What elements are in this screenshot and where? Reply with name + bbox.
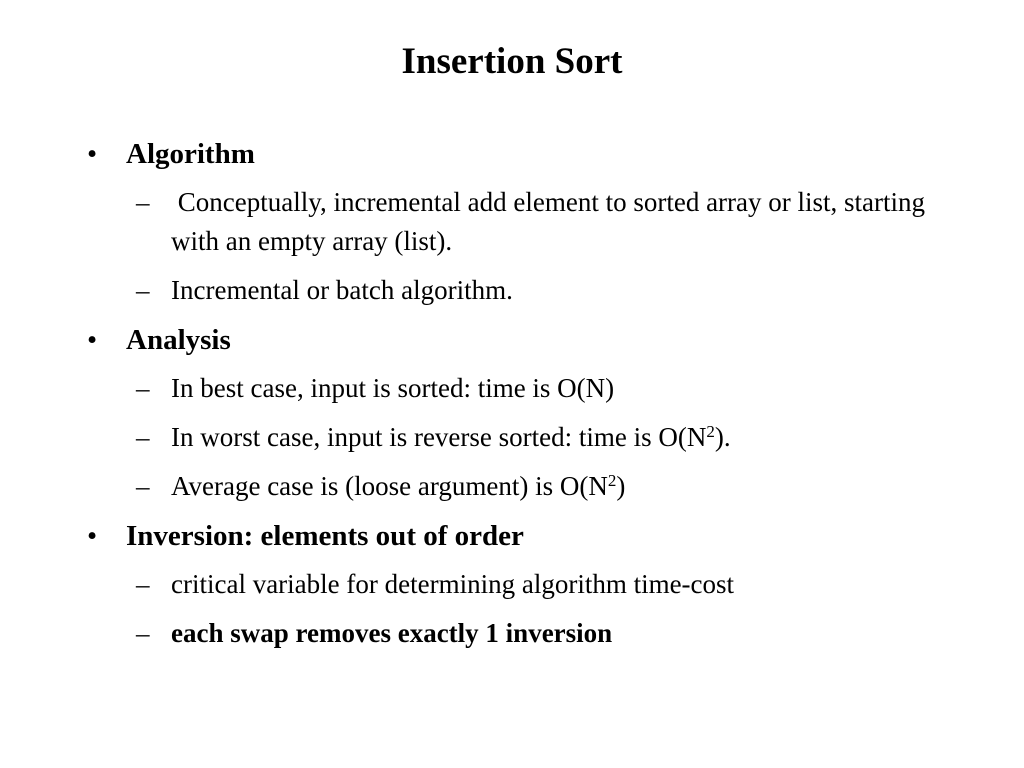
sub-bullet-text: critical variable for determining algorithm time-cost [171, 569, 735, 599]
bullet-icon: • [87, 520, 98, 552]
dash-icon: – [136, 187, 150, 217]
sub-bullet-text: each swap removes exactly 1 inversion [171, 618, 613, 648]
superscript-exponent: 2 [607, 471, 617, 490]
superscript-exponent: 2 [706, 422, 715, 441]
bullet-icon: • [87, 324, 98, 356]
dash-icon: – [136, 275, 150, 305]
sub-bullet-text-after: ). [714, 422, 731, 452]
sub-bullet-incremental [0, 271, 1024, 310]
sub-bullet-text: In best case, input is sorted: time is O(N) [171, 373, 615, 403]
bullet-inversion [0, 516, 1024, 556]
slide-content [0, 134, 1024, 663]
bullet-heading: Inversion: elements out of order [126, 520, 524, 552]
bullet-analysis [0, 320, 1024, 360]
dash-icon: – [136, 373, 150, 403]
dash-icon: – [136, 422, 150, 452]
slide-title: Insertion Sort [401, 41, 623, 82]
sub-bullet-text-before: Average case is (loose argument) is O(N [171, 471, 608, 501]
bullet-heading: Algorithm [126, 138, 255, 170]
bullet-heading: Analysis [126, 324, 231, 356]
sub-bullet-text: Incremental or batch algorithm. [171, 275, 513, 305]
sub-bullet-best-case [0, 369, 1024, 408]
sub-bullet-critical-variable [0, 565, 1024, 604]
bullet-algorithm [0, 134, 1024, 174]
bullet-icon: • [87, 138, 98, 170]
dash-icon: – [136, 618, 150, 648]
dash-icon: – [136, 471, 150, 501]
sub-bullet-average-case [0, 467, 1024, 506]
sub-bullet-conceptually [0, 183, 1024, 261]
sub-bullet-each-swap [0, 614, 1024, 653]
dash-icon: – [136, 569, 150, 599]
sub-bullet-text: Conceptually, incremental add element to sorted array or list, starting with an empty array (list). [171, 187, 932, 256]
sub-bullet-worst-case [0, 418, 1024, 457]
sub-bullet-text-before: In worst case, input is reverse sorted: time is O(N [171, 422, 707, 452]
sub-bullet-text-after: ) [616, 471, 626, 501]
